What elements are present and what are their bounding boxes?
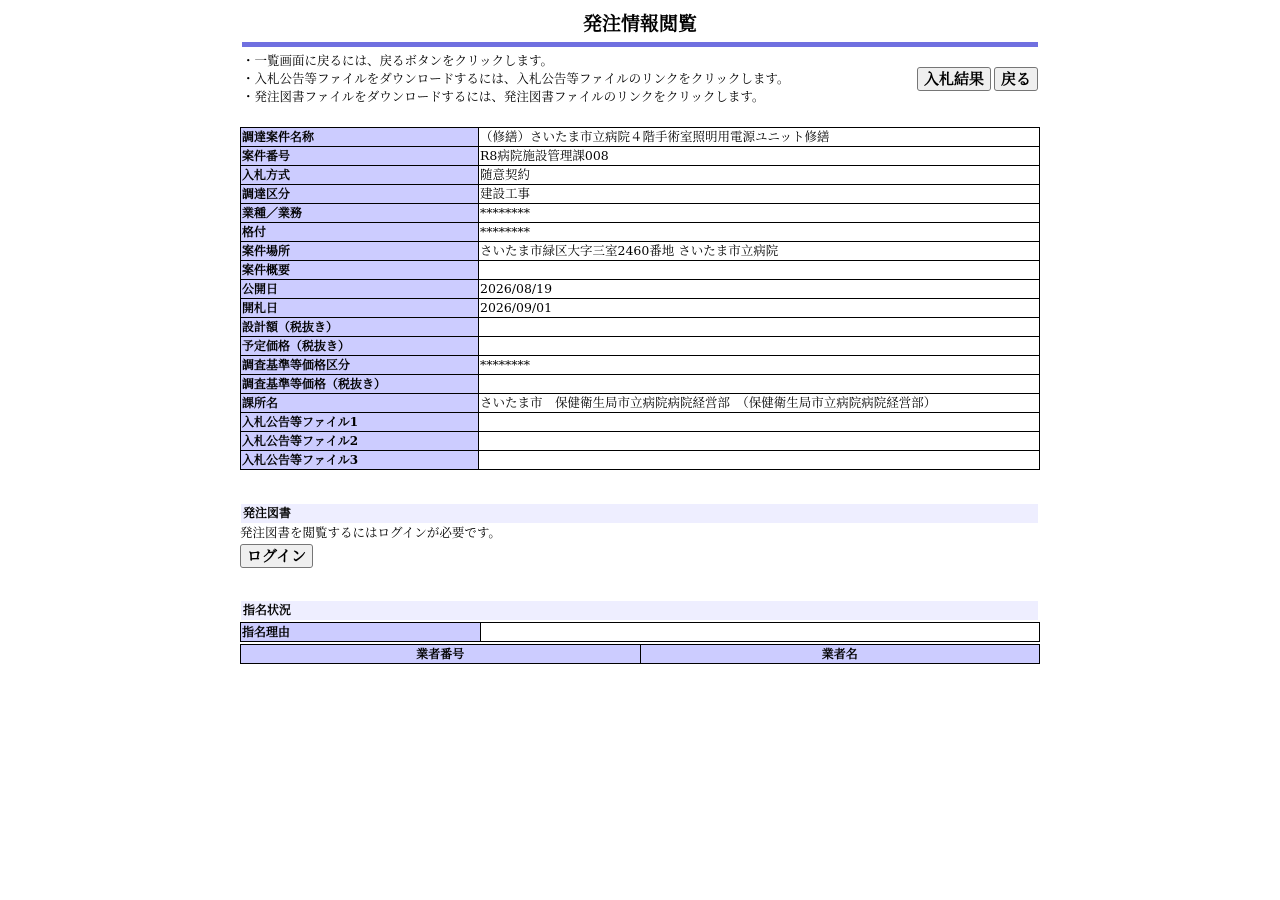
info-row (241, 375, 1040, 394)
info-label: 入札公告等ファイル1 (241, 413, 479, 432)
bid-result-button[interactable]: 入札結果 (917, 67, 991, 91)
info-value: R8病院施設管理課008 (479, 147, 1040, 166)
info-label: 案件場所 (241, 242, 479, 261)
info-row (241, 223, 1040, 242)
info-label: 入札公告等ファイル3 (241, 451, 479, 470)
info-label: 入札公告等ファイル2 (241, 432, 479, 451)
info-value (479, 318, 1040, 337)
info-label: 設計額（税抜き） (241, 318, 479, 337)
info-row (241, 451, 1040, 470)
info-label: 予定価格（税抜き） (241, 337, 479, 356)
info-row (241, 147, 1040, 166)
info-value: ******** (479, 223, 1040, 242)
info-row (241, 128, 1040, 147)
info-row (241, 261, 1040, 280)
info-label: 入札方式 (241, 166, 479, 185)
info-label: 調達案件名称 (241, 128, 479, 147)
instructions (242, 52, 789, 106)
info-value: さいたま市緑区大字三室2460番地 さいたま市立病院 (479, 242, 1040, 261)
vendor-table (240, 644, 1040, 664)
vendor-name-header: 業者名 (640, 645, 1040, 664)
instruction-line: ・入札公告等ファイルをダウンロードするには、入札公告等ファイルのリンクをクリックします。 (242, 71, 790, 86)
info-row (241, 185, 1040, 204)
info-value (479, 451, 1040, 470)
info-row (241, 356, 1040, 375)
designation-reason-table (240, 622, 1040, 642)
case-info-table (240, 127, 1040, 470)
info-row (241, 337, 1040, 356)
login-note: 発注図書を閲覧するにはログインが必要です。 (240, 525, 501, 540)
info-row (241, 242, 1040, 261)
info-label: 調査基準等価格（税抜き） (241, 375, 479, 394)
info-value (479, 375, 1040, 394)
page-title: 発注情報閲覧 (582, 13, 697, 35)
info-label: 調査基準等価格区分 (241, 356, 479, 375)
designation-heading: 指名状況 (241, 601, 1038, 620)
info-row (241, 413, 1040, 432)
info-label: 調達区分 (241, 185, 479, 204)
header-area (240, 47, 1040, 127)
instruction-line: ・発注図書ファイルをダウンロードするには、発注図書ファイルのリンクをクリックします。 (242, 89, 765, 104)
info-label: 業種／業務 (241, 204, 479, 223)
info-label: 課所名 (241, 394, 479, 413)
info-label: 案件番号 (241, 147, 479, 166)
info-value: さいたま市 保健衛生局市立病院病院経営部 （保健衛生局市立病院病院経営部） (479, 394, 1040, 413)
info-value (479, 261, 1040, 280)
info-value (479, 432, 1040, 451)
info-row (241, 432, 1040, 451)
back-button[interactable]: 戻る (994, 67, 1038, 91)
info-label: 案件概要 (241, 261, 479, 280)
info-row (241, 204, 1040, 223)
info-value: ******** (479, 356, 1040, 375)
documents-heading: 発注図書 (241, 504, 1038, 523)
page-container (240, 0, 1040, 664)
info-label: 格付 (241, 223, 479, 242)
info-row (241, 280, 1040, 299)
info-value: 2026/08/19 (479, 280, 1040, 299)
vendor-number-header: 業者番号 (241, 645, 641, 664)
info-value: （修繕）さいたま市立病院４階手術室照明用電源ユニット修繕 (479, 128, 1040, 147)
info-label: 公開日 (241, 280, 479, 299)
info-value: ******** (479, 204, 1040, 223)
info-value (479, 413, 1040, 432)
designation-reason-label: 指名理由 (241, 623, 481, 642)
designation-reason-value (481, 623, 1040, 642)
info-value: 2026/09/01 (479, 299, 1040, 318)
info-value (479, 337, 1040, 356)
instruction-line: ・一覧画面に戻るには、戻るボタンをクリックします。 (242, 53, 554, 68)
info-value: 建設工事 (479, 185, 1040, 204)
info-row (241, 318, 1040, 337)
action-buttons (917, 67, 1038, 91)
info-row (241, 299, 1040, 318)
info-label: 開札日 (241, 299, 479, 318)
login-button[interactable]: ログイン (240, 544, 313, 568)
info-row (241, 394, 1040, 413)
info-value: 随意契約 (479, 166, 1040, 185)
info-row (241, 166, 1040, 185)
